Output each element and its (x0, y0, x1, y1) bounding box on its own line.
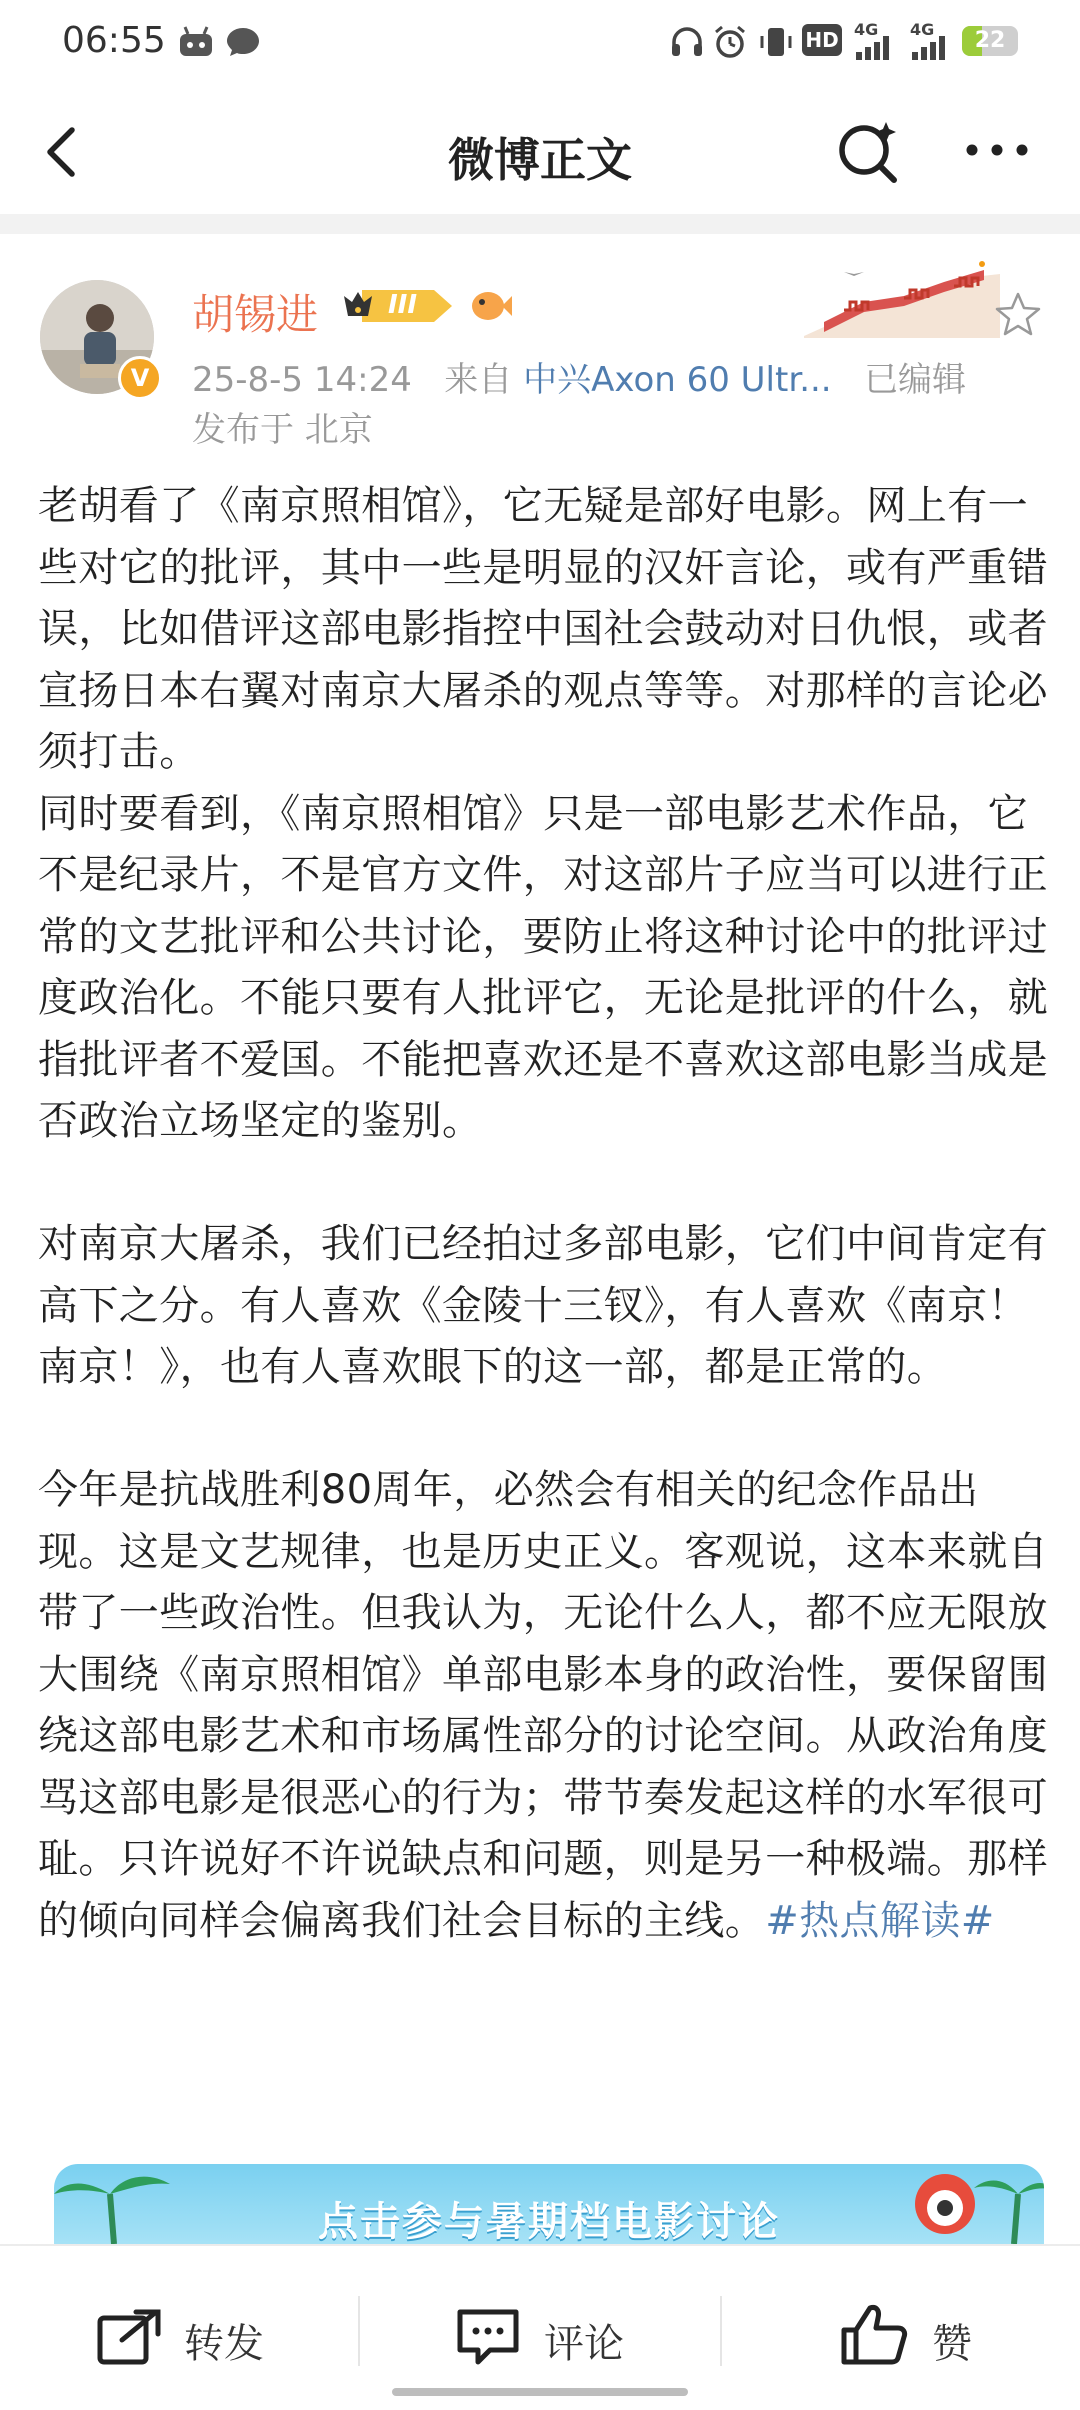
home-indicator[interactable] (392, 2388, 688, 2396)
hd-indicator: HD (802, 24, 842, 56)
battery-icon (962, 26, 1018, 56)
post-body (38, 476, 1048, 1952)
post-paragraph: 老胡看了《南京照相馆》，它无疑是部好电影。网上有一些对它的批评，其中一些是明显的汉奸言论，或有严重错误，比如借评这部电影指控中国社会鼓动对日仇恨，或者宣扬日本右翼对南京大屠杀的观点等等。对那样的言论必须打击。 (38, 483, 1048, 775)
headphones-icon (670, 24, 704, 60)
chat-notification-icon (224, 24, 262, 60)
action-divider (720, 2296, 722, 2366)
banner-text: 点击参与暑期档电影讨论 (318, 2199, 780, 2244)
post-paragraph: 今年是抗战胜利80周年，必然会有相关的纪念作品出现。这是文艺规律，也是历史正义。客观说，这本来就自带了一些政治性。但我认为，无论什么人，都不应无限放大围绕《南京照相馆》单部电影本身的政治性，要保留围绕这部电影艺术和市场属性部分的讨论空间。从政治角度骂这部电影是很恶心的行为；带节奏发起这样的水军很可耻。只许说好不许说缺点和问题，则是另一种极端。那样的倾向同样会偏离我们社会目标的主线。 (38, 1467, 1048, 1944)
great-wall-decoration-icon (804, 248, 1000, 338)
status-time: 06:55 (62, 20, 166, 61)
network-label-1: 4G (854, 20, 879, 39)
post-paragraph-last (38, 1460, 1048, 1952)
alarm-icon (712, 24, 748, 60)
signal-icon-1 (856, 36, 898, 60)
repost-button[interactable] (96, 2306, 296, 2366)
signal-icon-2 (912, 36, 954, 60)
search-icon[interactable] (834, 116, 904, 186)
page-title: 微博正文 (448, 133, 632, 187)
network-label-2: 4G (910, 20, 935, 39)
repost-icon (96, 2306, 164, 2366)
post-meta (192, 352, 966, 401)
bottom-action-bar (0, 2244, 1080, 2410)
post-timestamp: 25-8-5 14:24 (192, 360, 412, 400)
repost-label: 转发 (184, 2321, 264, 2367)
discussion-banner[interactable] (54, 2164, 1044, 2244)
status-bar (0, 0, 1080, 84)
hashtag-link[interactable]: #热点解读# (765, 1897, 995, 1944)
verified-badge: V (118, 356, 162, 400)
post-location: 发布于 北京 (192, 410, 373, 450)
comment-label: 评论 (544, 2321, 624, 2367)
action-divider (358, 2296, 360, 2366)
blank-line (38, 1399, 1048, 1461)
like-label: 赞 (932, 2321, 972, 2367)
fish-icon (466, 284, 514, 328)
post-paragraph: 同时要看到，《南京照相馆》只是一部电影艺术作品，它不是纪录片，不是官方文件，对这部片子应当可以进行正常的文艺批评和公共讨论，要防止将这种讨论中的批评过度政治化。不能只要有人批评它，无论是批评的什么，就指批评者不爱国。不能把喜欢还是不喜欢这部电影当成是否政治立场坚定的鉴别。 (38, 790, 1048, 1144)
author-name[interactable]: 胡锡进 (192, 290, 319, 339)
thumbs-up-icon (840, 2302, 908, 2366)
edited-label[interactable]: 已编辑 (864, 360, 967, 400)
vibrate-icon (756, 24, 796, 60)
comment-icon (454, 2306, 522, 2366)
section-divider (0, 214, 1080, 234)
blank-line (38, 1153, 1048, 1215)
comment-button[interactable] (454, 2306, 654, 2366)
nav-bar (0, 84, 1080, 214)
source-prefix: 来自 (444, 360, 513, 400)
robot-notification-icon (176, 24, 216, 60)
battery-level: 22 (974, 28, 1006, 53)
member-level-badge[interactable] (340, 284, 456, 328)
favorite-star-icon[interactable] (994, 290, 1042, 338)
more-icon[interactable] (962, 130, 1032, 170)
palm-tree-right-icon (974, 2164, 1044, 2244)
member-level-text: III (388, 290, 418, 320)
like-button[interactable] (840, 2306, 1000, 2366)
device-link[interactable]: 中兴Axon 60 Ultr... (523, 360, 832, 400)
post-paragraph: 对南京大屠杀，我们已经拍过多部电影，它们中间肯定有高下之分。有人喜欢《金陵十三钗》，有人喜欢《南京！南京！》，也有人喜欢眼下的这一部，都是正常的。 (38, 1221, 1048, 1390)
